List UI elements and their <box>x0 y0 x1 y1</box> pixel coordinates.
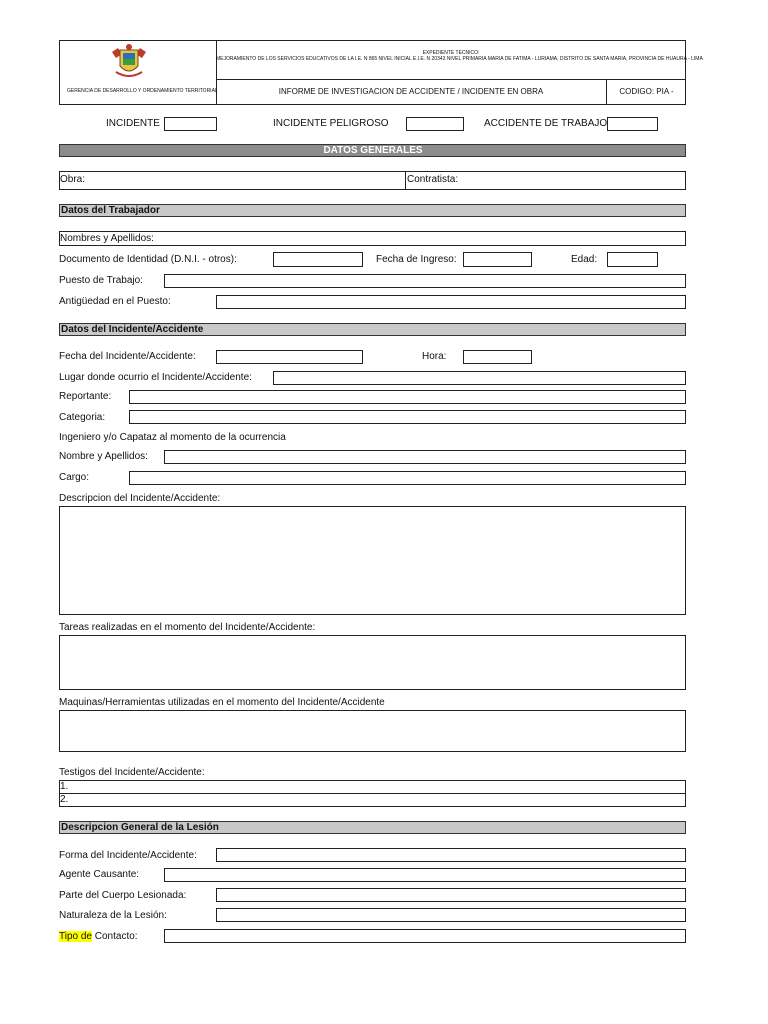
tipo-highlight: Tipo de <box>59 931 92 942</box>
lugar-label: Lugar donde ocurrio el Incidente/Accidente: <box>59 372 252 383</box>
agente-label: Agente Causante: <box>59 869 140 880</box>
cargo-field[interactable] <box>129 471 686 485</box>
forma-label: Forma del Incidente/Accidente: <box>59 850 197 861</box>
testigos-label: Testigos del Incidente/Accidente: <box>59 767 205 778</box>
datos-trabajador-header: Datos del Trabajador <box>59 204 686 217</box>
fecha-incidente-label: Fecha del Incidente/Accidente: <box>59 351 196 362</box>
tareas-label: Tareas realizadas en el momento del Incidente/Accidente: <box>59 622 316 633</box>
edad-label: Edad: <box>571 254 598 265</box>
puesto-trabajo-label: Puesto de Trabajo: <box>59 275 143 286</box>
lugar-field[interactable] <box>273 371 686 385</box>
contratista-label: Contratista: <box>407 174 459 185</box>
tipo-contacto-rest: Contacto: <box>91 931 138 942</box>
gerencia-label: GERENCIA DE DESARROLLO Y ORDENAMIENTO TERRITORIAL <box>67 88 218 94</box>
categoria-label: Categoria: <box>59 412 106 423</box>
incidente-peligroso-label: INCIDENTE PELIGROSO <box>273 118 389 129</box>
edad-field[interactable] <box>607 252 658 267</box>
header-divider-horizontal <box>216 79 686 80</box>
naturaleza-label: Naturaleza de la Lesión: <box>59 910 167 921</box>
reportante-label: Reportante: <box>59 391 112 402</box>
descripcion-textarea[interactable] <box>59 506 686 615</box>
contratista-field[interactable] <box>465 172 685 189</box>
testigo-1-field[interactable] <box>59 780 686 794</box>
fecha-incidente-field[interactable] <box>216 350 363 364</box>
testigo-1-label: 1. <box>60 781 69 792</box>
expediente-description: MEJORAMIENTO DE LOS SERVICIOS EDUCATIVOS DE LA I.E. N 865 NIVEL INICIAL E.I.E. N 20343 NIVEL PRIMARIA MARIA DE FATIMA - LURIAMA, DISTRITO DE SANTA MARIA, PROVINCIA DE HUAURA - LIMA <box>216 56 703 62</box>
fecha-ingreso-label: Fecha de Ingreso: <box>376 254 457 265</box>
tipo-contacto-field[interactable] <box>164 929 686 943</box>
codigo-label: CODIGO: PIA - <box>619 87 674 96</box>
puesto-trabajo-field[interactable] <box>164 274 686 288</box>
ingeniero-capataz-label: Ingeniero y/o Capataz al momento de la ocurrencia <box>59 432 286 443</box>
obra-label: Obra: <box>60 174 86 185</box>
hora-field[interactable] <box>463 350 532 364</box>
datos-incidente-header: Datos del Incidente/Accidente <box>59 323 686 336</box>
forma-field[interactable] <box>216 848 686 862</box>
parte-cuerpo-field[interactable] <box>216 888 686 902</box>
descripcion-label: Descripcion del Incidente/Accidente: <box>59 493 221 504</box>
incidente-checkbox[interactable] <box>164 117 217 131</box>
tareas-textarea[interactable] <box>59 635 686 690</box>
testigo-2-field[interactable] <box>59 793 686 807</box>
accidente-trabajo-label: ACCIDENTE DE TRABAJO <box>484 118 608 129</box>
reportante-field[interactable] <box>129 390 686 404</box>
report-title: INFORME DE INVESTIGACION DE ACCIDENTE / INCIDENTE EN OBRA <box>278 87 544 96</box>
testigo-2-label: 2. <box>60 794 69 805</box>
antiguedad-label: Antigüedad en el Puesto: <box>59 296 171 307</box>
coat-of-arms-logo <box>108 42 150 80</box>
maquinas-label: Maquinas/Herramientas utilizadas en el momento del Incidente/Accidente <box>59 697 385 708</box>
incidente-label: INCIDENTE <box>106 118 160 129</box>
agente-field[interactable] <box>164 868 686 882</box>
dni-field[interactable] <box>273 252 363 267</box>
cargo-label: Cargo: <box>59 472 90 483</box>
obra-field[interactable] <box>90 172 404 189</box>
incidente-peligroso-checkbox[interactable] <box>406 117 464 131</box>
nombre-apellidos-capataz-field[interactable] <box>164 450 686 464</box>
parte-cuerpo-label: Parte del Cuerpo Lesionada: <box>59 890 187 901</box>
hora-label: Hora: <box>422 351 447 362</box>
nombre-apellidos-capataz-label: Nombre y Apellidos: <box>59 451 148 462</box>
naturaleza-field[interactable] <box>216 908 686 922</box>
datos-generales-header: DATOS GENERALES <box>59 144 686 157</box>
accidente-trabajo-checkbox[interactable] <box>607 117 658 131</box>
lesion-header: Descripcion General de la Lesión <box>59 821 686 834</box>
tipo-contacto-label <box>59 931 138 943</box>
dni-label: Documento de Identidad (D.N.I. - otros): <box>59 254 237 265</box>
nombres-apellidos-label: Nombres y Apellidos: <box>60 233 154 244</box>
obra-contratista-divider <box>405 171 406 190</box>
maquinas-textarea[interactable] <box>59 710 686 752</box>
fecha-ingreso-field[interactable] <box>463 252 532 267</box>
antiguedad-field[interactable] <box>216 295 686 309</box>
expediente-title: EXPEDIENTE TECNICO: <box>422 50 480 56</box>
categoria-field[interactable] <box>129 410 686 424</box>
